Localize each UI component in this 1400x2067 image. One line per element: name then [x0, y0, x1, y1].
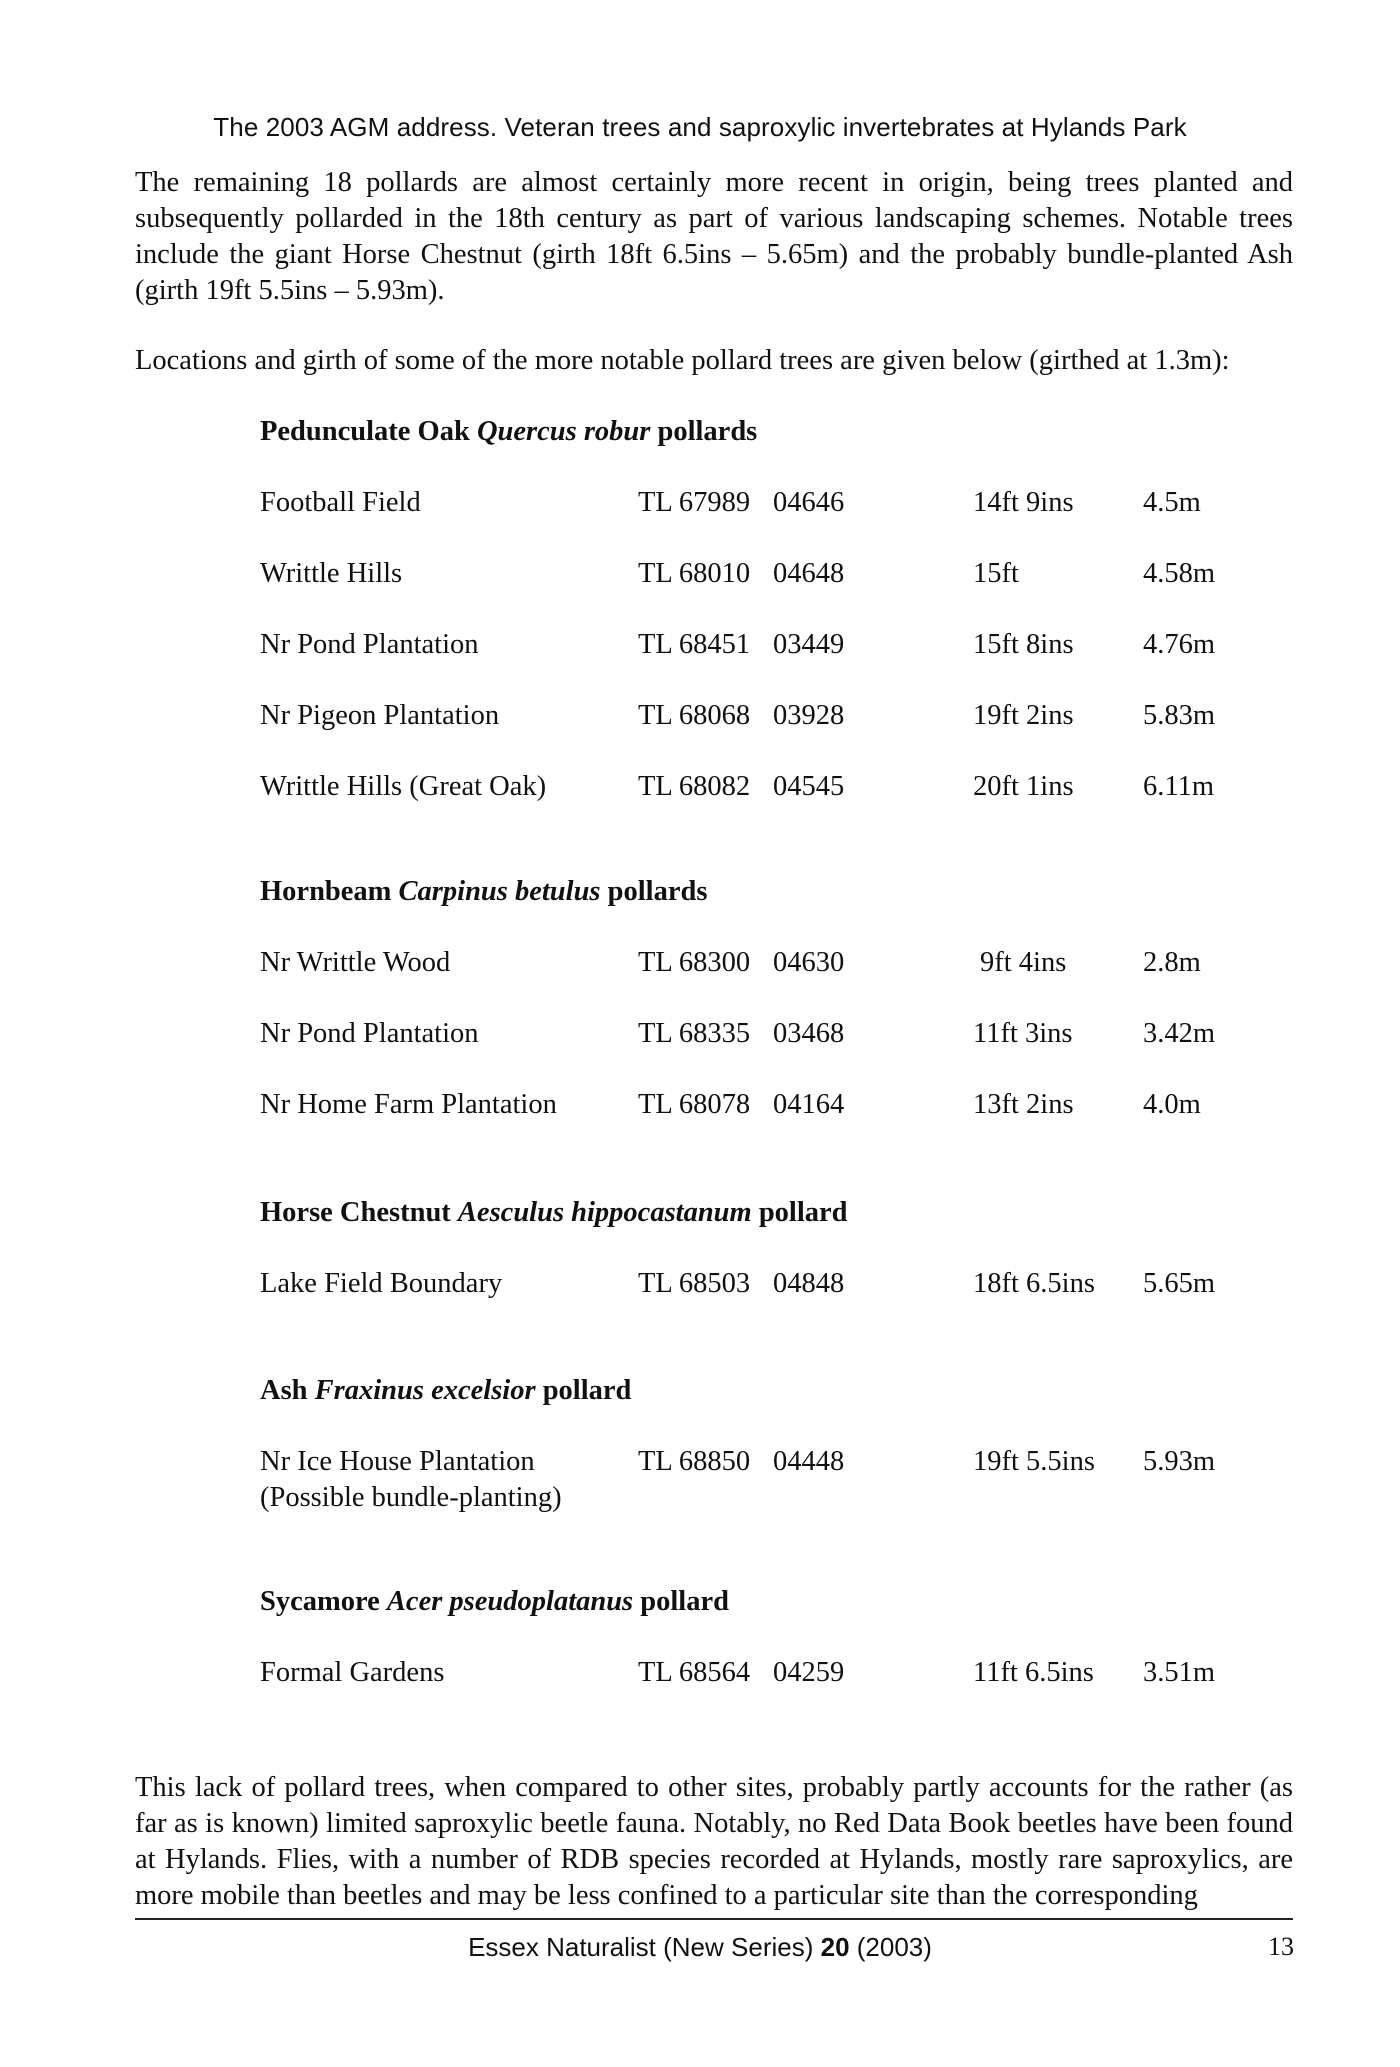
girth-ft-cell: 11ft 6.5ins: [973, 1657, 1094, 1688]
section-heading-ash: Ash Fraxinus excelsior pollard: [260, 1375, 632, 1406]
grid-ref-cell: 04164: [773, 1089, 845, 1120]
location-cell: Nr Writtle Wood: [260, 947, 451, 978]
girth-ft-cell: 18ft 6.5ins: [973, 1268, 1095, 1299]
location-cell: Lake Field Boundary: [260, 1268, 503, 1299]
paragraph-intro: The remaining 18 pollards are almost certainly more recent in origin, being trees planted and subsequently pollarded in the 18th century as part of various landscaping schemes. Notable trees include the giant Horse Chestnut (girth 18ft 6.5ins – 5.65m) and the probably bundle-planted Ash (girth 19ft 5.5ins – 5.93m).: [135, 167, 1293, 306]
paragraph-locations: Locations and girth of some of the more notable pollard trees are given below (girthed at 1.3m):: [135, 345, 1230, 376]
girth-m-cell: 4.58m: [1143, 558, 1216, 589]
page-number: 13: [1268, 1932, 1294, 1961]
footer-divider: [135, 1918, 1293, 1920]
table-row: [0, 769, 1400, 805]
girth-m-cell: 4.5m: [1143, 487, 1201, 518]
grid-ref-cell: 04259: [773, 1657, 845, 1688]
grid-ref-cell: TL 68068: [638, 700, 751, 731]
girth-m-cell: 4.76m: [1143, 629, 1216, 660]
girth-m-cell: 2.8m: [1143, 947, 1201, 978]
location-cell: Nr Pond Plantation: [260, 629, 479, 660]
section-heading-sycamore: Sycamore Acer pseudoplatanus pollard: [260, 1586, 729, 1617]
girth-ft-cell: 19ft 5.5ins: [973, 1446, 1095, 1477]
girth-m-cell: 3.51m: [1143, 1657, 1216, 1688]
table-row: [0, 485, 1400, 521]
table-row: [0, 1016, 1400, 1052]
grid-ref-cell: 04448: [773, 1446, 845, 1477]
girth-m-cell: 5.93m: [1143, 1446, 1216, 1477]
grid-ref-cell: TL 68503: [638, 1268, 751, 1299]
section-heading-hornbeam: Hornbeam Carpinus betulus pollards: [260, 876, 708, 907]
grid-ref-cell: 03449: [773, 629, 845, 660]
location-cell: Nr Home Farm Plantation: [260, 1089, 557, 1120]
girth-ft-cell: 13ft 2ins: [973, 1089, 1074, 1120]
grid-ref-cell: TL 68850: [638, 1446, 751, 1477]
girth-m-cell: 5.83m: [1143, 700, 1216, 731]
table-row: [0, 1444, 1400, 1513]
running-header: The 2003 AGM address. Veteran trees and saproxylic invertebrates at Hylands Park: [213, 112, 1187, 142]
grid-ref-cell: 03928: [773, 700, 845, 731]
girth-ft-cell: 15ft 8ins: [973, 629, 1074, 660]
grid-ref-cell: 04648: [773, 558, 845, 589]
location-note: (Possible bundle-planting): [260, 1482, 562, 1513]
table-row: [0, 1087, 1400, 1123]
section-heading-horse-chestnut: Horse Chestnut Aesculus hippocastanum pollard: [260, 1197, 848, 1228]
girth-ft-cell: 20ft 1ins: [973, 771, 1074, 802]
grid-ref-cell: 04630: [773, 947, 845, 978]
location-cell: Nr Pond Plantation: [260, 1018, 479, 1049]
grid-ref-cell: 04545: [773, 771, 845, 802]
paragraph-saproxylic: This lack of pollard trees, when compared to other sites, probably partly accounts for the rather (as far as is known) limited saproxylic beetle fauna. Notably, no Red Data Book beetles have been found at Hylands. Flies, with a number of RDB species recorded at Hylands, mostly rare saproxylics, are more mobile than beetles and may be less confined to a particular site than the corresponding: [135, 1772, 1293, 1911]
girth-m-cell: 6.11m: [1143, 771, 1214, 802]
location-cell: Nr Ice House Plantation: [260, 1446, 535, 1477]
location-cell: Formal Gardens: [260, 1657, 445, 1688]
journal-year: (2003): [856, 1932, 932, 1962]
location-cell: Writtle Hills: [260, 558, 403, 589]
girth-ft-cell: 9ft 4ins: [980, 947, 1067, 978]
grid-ref-cell: 04848: [773, 1268, 845, 1299]
location-cell: Nr Pigeon Plantation: [260, 700, 500, 731]
table-row: [0, 698, 1400, 734]
grid-ref-cell: TL 68082: [638, 771, 751, 802]
girth-ft-cell: 19ft 2ins: [973, 700, 1074, 731]
grid-ref-cell: TL 68300: [638, 947, 751, 978]
grid-ref-cell: TL 68564: [638, 1657, 751, 1688]
table-row: [0, 556, 1400, 592]
location-cell: Writtle Hills (Great Oak): [260, 771, 547, 802]
grid-ref-cell: TL 67989: [638, 487, 751, 518]
footer-citation: [0, 1932, 1400, 1963]
grid-ref-cell: TL 68335: [638, 1018, 751, 1049]
volume-number: 20: [820, 1932, 850, 1962]
girth-ft-cell: 15ft: [973, 558, 1019, 589]
grid-ref-cell: TL 68010: [638, 558, 751, 589]
grid-ref-cell: TL 68451: [638, 629, 751, 660]
girth-m-cell: 3.42m: [1143, 1018, 1216, 1049]
grid-ref-cell: 03468: [773, 1018, 845, 1049]
girth-ft-cell: 11ft 3ins: [973, 1018, 1073, 1049]
table-row: [0, 627, 1400, 663]
table-row: [0, 1655, 1400, 1691]
girth-m-cell: 5.65m: [1143, 1268, 1216, 1299]
journal-name: Essex Naturalist (New Series): [468, 1932, 814, 1962]
table-row: [0, 945, 1400, 981]
location-cell: Football Field: [260, 487, 421, 518]
girth-ft-cell: 14ft 9ins: [973, 487, 1074, 518]
grid-ref-cell: 04646: [773, 487, 845, 518]
grid-ref-cell: TL 68078: [638, 1089, 751, 1120]
section-heading-oak: Pedunculate Oak Quercus robur pollards: [260, 416, 758, 447]
girth-m-cell: 4.0m: [1143, 1089, 1201, 1120]
table-row: [0, 1266, 1400, 1302]
